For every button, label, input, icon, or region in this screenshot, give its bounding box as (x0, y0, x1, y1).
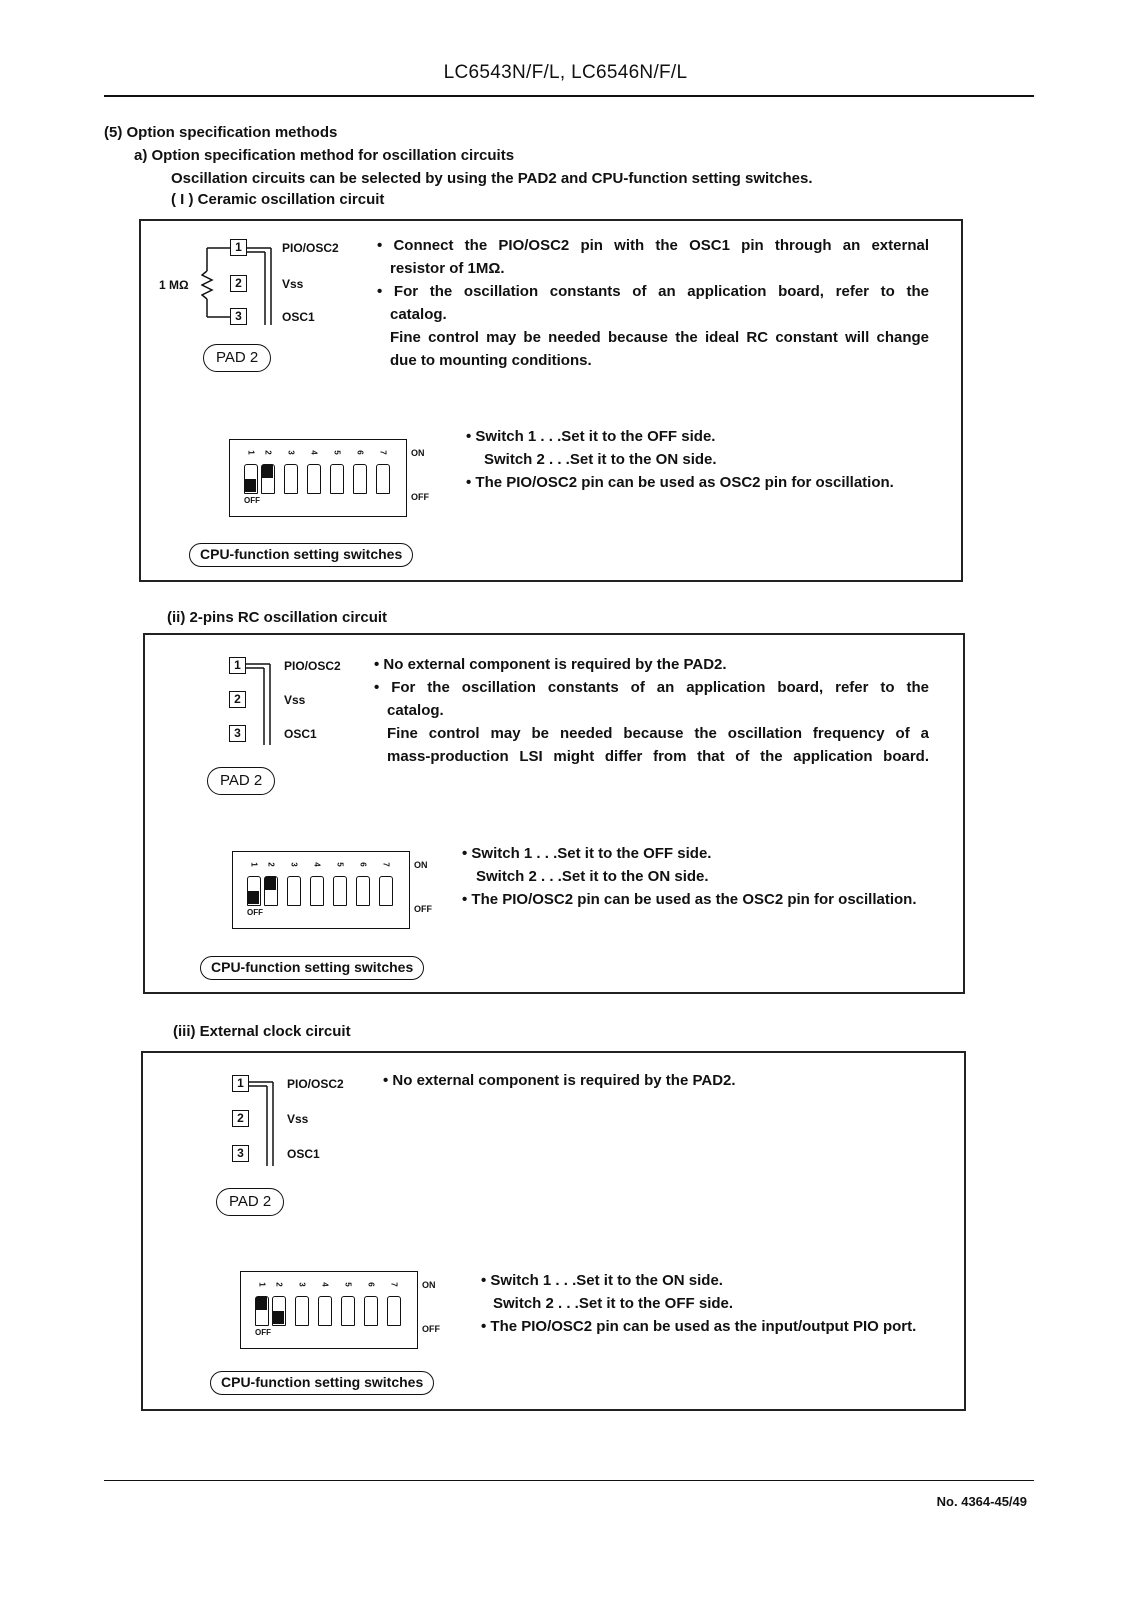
document-title: LC6543N/F/L, LC6546N/F/L (443, 62, 688, 83)
switch-number: 1 (246, 450, 256, 455)
desc-line: • Connect the PIO/OSC2 pin with the OSC1 pin through an external (377, 237, 929, 254)
switch-note: Switch 2 . . .Set it to the ON side. (484, 451, 717, 468)
cpu-function-caption: CPU-function setting switches (200, 956, 424, 980)
switch-note: • Switch 1 . . .Set it to the OFF side. (462, 845, 712, 862)
switch-7 (379, 876, 393, 906)
switch-2-on (264, 876, 278, 906)
switch-7 (387, 1296, 401, 1326)
switch-off-label: OFF (247, 908, 263, 917)
switch-number: 2 (266, 862, 276, 867)
desc-line: Fine control may be needed because the ideal RC constant will change (390, 329, 929, 346)
switch-number: 1 (249, 862, 259, 867)
dip-off-label: OFF (422, 1324, 440, 1334)
switch-5 (333, 876, 347, 906)
cpu-function-dip-switch (229, 439, 429, 517)
header-rule (104, 95, 1034, 97)
switch-1-off (247, 876, 261, 906)
pin-label-osc1: OSC1 (287, 1147, 320, 1161)
desc-line: due to mounting conditions. (390, 352, 592, 369)
switch-number: 3 (297, 1282, 307, 1287)
switch-2-off (272, 1296, 286, 1326)
desc-line: • No external component is required by the PAD2. (383, 1072, 736, 1089)
desc-line: mass-production LSI might differ from that of the application board. (387, 748, 929, 765)
switch-4 (318, 1296, 332, 1326)
pin-label-pio-osc2: PIO/OSC2 (284, 659, 341, 673)
desc-line: catalog. (387, 702, 444, 719)
dip-on-label: ON (411, 448, 425, 458)
switch-number: 5 (332, 450, 342, 455)
pad-pin-2: 2 (230, 275, 247, 292)
pin-label-vss: Vss (287, 1112, 309, 1126)
pad2-diagram (201, 235, 351, 345)
external-clock-switch-notes (481, 1269, 916, 1338)
switch-6 (353, 464, 367, 494)
external-clock-description (383, 1069, 736, 1092)
switch-number: 6 (358, 862, 368, 867)
desc-line: Fine control may be needed because the oscillation frequency of a (387, 725, 929, 742)
switch-number: 5 (335, 862, 345, 867)
pad2-label: PAD 2 (207, 767, 275, 795)
switch-note: • The PIO/OSC2 pin can be used as the OSC2 pin for oscillation. (462, 891, 917, 908)
switch-4 (310, 876, 324, 906)
switch-number: 4 (312, 862, 322, 867)
ceramic-switch-notes (466, 425, 894, 494)
switch-5 (330, 464, 344, 494)
dip-off-label: OFF (414, 904, 432, 914)
external-clock-heading: (iii) External clock circuit (173, 1023, 351, 1040)
resistor-label: 1 MΩ (159, 278, 189, 292)
switch-number: 7 (381, 862, 391, 867)
switch-5 (341, 1296, 355, 1326)
switch-number: 1 (257, 1282, 267, 1287)
switch-number: 4 (309, 450, 319, 455)
pad-pin-2: 2 (232, 1110, 249, 1127)
switch-2-on (261, 464, 275, 494)
switch-note: • Switch 1 . . .Set it to the ON side. (481, 1272, 723, 1289)
pin-label-vss: Vss (282, 277, 304, 291)
switch-6 (364, 1296, 378, 1326)
intro-text: Oscillation circuits can be selected by using the PAD2 and CPU-function setting switches. (171, 170, 813, 187)
pin-label-vss: Vss (284, 693, 306, 707)
dip-on-label: ON (422, 1280, 436, 1290)
pad-pin-3: 3 (232, 1145, 249, 1162)
switch-number: 3 (289, 862, 299, 867)
pin-label-pio-osc2: PIO/OSC2 (282, 241, 339, 255)
desc-line: catalog. (390, 306, 447, 323)
rc-heading: (ii) 2-pins RC oscillation circuit (167, 609, 388, 626)
ceramic-description (377, 234, 929, 372)
rc-panel (143, 633, 965, 994)
switch-3 (287, 876, 301, 906)
pad2-label: PAD 2 (203, 344, 271, 372)
switch-4 (307, 464, 321, 494)
switch-note: • The PIO/OSC2 pin can be used as OSC2 pin for oscillation. (466, 474, 894, 491)
external-clock-panel (141, 1051, 966, 1411)
ceramic-heading: ( I ) Ceramic oscillation circuit (171, 191, 385, 208)
desc-line: • For the oscillation constants of an application board, refer to the (377, 283, 929, 300)
switch-note: • Switch 1 . . .Set it to the OFF side. (466, 428, 716, 445)
pad-pin-1: 1 (230, 239, 247, 256)
dip-off-label: OFF (411, 492, 429, 502)
switch-number: 2 (274, 1282, 284, 1287)
rc-switch-notes (462, 842, 917, 911)
switch-1-on (255, 1296, 269, 1326)
switch-number: 7 (389, 1282, 399, 1287)
switch-note: • The PIO/OSC2 pin can be used as the input/output PIO port. (481, 1318, 917, 1335)
footer-rule (104, 1480, 1034, 1481)
switch-number: 5 (343, 1282, 353, 1287)
switch-3 (284, 464, 298, 494)
pad-pin-1: 1 (229, 657, 246, 674)
switch-number: 3 (286, 450, 296, 455)
switch-1-off (244, 464, 258, 494)
ceramic-panel (139, 219, 963, 582)
switch-number: 7 (378, 450, 388, 455)
desc-line: resistor of 1MΩ. (390, 260, 505, 277)
desc-line: • No external component is required by the PAD2. (374, 656, 727, 673)
switch-note: Switch 2 . . .Set it to the OFF side. (493, 1295, 734, 1312)
pin-label-osc1: OSC1 (284, 727, 317, 741)
switch-7 (376, 464, 390, 494)
pad-pin-1: 1 (232, 1075, 249, 1092)
section-heading: (5) Option specification methods (104, 124, 338, 141)
desc-line: • For the oscillation constants of an application board, refer to the (374, 679, 929, 696)
switch-note: Switch 2 . . .Set it to the ON side. (476, 868, 709, 885)
cpu-function-dip-switch (232, 851, 432, 929)
switch-number: 6 (366, 1282, 376, 1287)
rc-description (374, 653, 929, 768)
cpu-function-caption: CPU-function setting switches (189, 543, 413, 567)
pad2-diagram (229, 655, 369, 745)
dip-on-label: ON (414, 860, 428, 870)
cpu-function-caption: CPU-function setting switches (210, 1371, 434, 1395)
pad2-diagram (232, 1073, 372, 1168)
switch-number: 6 (355, 450, 365, 455)
pad-pin-3: 3 (230, 308, 247, 325)
switch-off-label: OFF (255, 1328, 271, 1337)
switch-3 (295, 1296, 309, 1326)
pin-label-pio-osc2: PIO/OSC2 (287, 1077, 344, 1091)
cpu-function-dip-switch (240, 1271, 440, 1349)
switch-off-label: OFF (244, 496, 260, 505)
switch-number: 4 (320, 1282, 330, 1287)
switch-number: 2 (263, 450, 273, 455)
switch-6 (356, 876, 370, 906)
page-number: No. 4364-45/49 (936, 1494, 1027, 1509)
pad2-label: PAD 2 (216, 1188, 284, 1216)
subsection-a-heading: a) Option specification method for oscillation circuits (134, 147, 515, 164)
pin-label-osc1: OSC1 (282, 310, 315, 324)
pad-pin-3: 3 (229, 725, 246, 742)
pad-pin-2: 2 (229, 691, 246, 708)
